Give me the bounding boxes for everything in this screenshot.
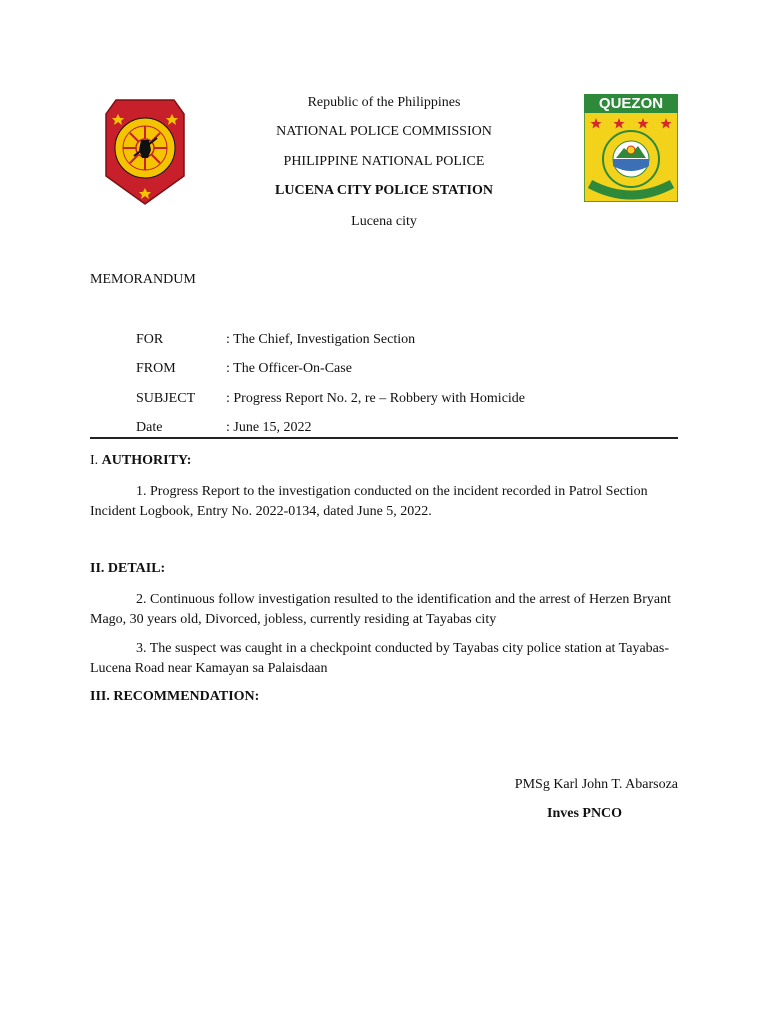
field-from-label: FROM <box>136 361 176 376</box>
field-date-label: Date <box>136 420 163 435</box>
signatory-title: Inves PNCO <box>547 806 623 821</box>
detail-paragraph-3-text: 3. The suspect was caught in a checkpoint conducted by Tayabas city police station at Tayabas-Lucena Road near Kamayan sa Palaisdaan <box>90 641 669 676</box>
header-city: Lucena city <box>351 214 417 229</box>
signatory-name: PMSg Karl John T. Abarsoza <box>514 777 678 792</box>
detail-paragraph-3 <box>90 639 680 679</box>
pnp-seal-logo <box>104 94 186 206</box>
section-authority-title: AUTHORITY: <box>101 453 192 468</box>
section-detail-heading: II. DETAIL: <box>90 561 166 576</box>
field-for-label: FOR <box>136 332 164 347</box>
quezon-ppo-logo <box>584 94 678 202</box>
header-pnp: PHILIPPINE NATIONAL POLICE <box>283 154 485 169</box>
section-recommendation-heading: III. RECOMMENDATION: <box>90 689 260 704</box>
pnp-seal-icon <box>104 94 186 206</box>
detail-paragraph-2-text: 2. Continuous follow investigation resulted to the identification and the arrest of Herzen Bryant Mago, 30 years old, Divorced, jobless, currently residing at Tayabas city <box>90 592 671 627</box>
field-date-value: : June 15, 2022 <box>226 420 312 435</box>
header-station: LUCENA CITY POLICE STATION <box>275 183 493 198</box>
section-authority-numeral: I. <box>90 453 102 468</box>
detail-paragraph-2 <box>90 590 680 630</box>
authority-paragraph-text: 1. Progress Report to the investigation conducted on the incident recorded in Patrol Section Incident Logbook, Entry No. 2022-0134, dated June 5, 2022. <box>90 484 648 519</box>
field-from-value: : The Officer-On-Case <box>226 361 352 376</box>
authority-paragraph <box>90 482 680 522</box>
memo-title: MEMORANDUM <box>90 272 196 287</box>
field-subject-value: : Progress Report No. 2, re – Robbery with Homicide <box>226 391 526 406</box>
section-authority-heading <box>90 453 191 469</box>
quezon-badge-title: QUEZON <box>598 95 664 112</box>
header-divider <box>90 437 678 439</box>
field-subject-label: SUBJECT <box>136 391 196 406</box>
header-republic: Republic of the Philippines <box>307 95 461 110</box>
header-napolcom: NATIONAL POLICE COMMISSION <box>276 124 492 139</box>
field-for-value: : The Chief, Investigation Section <box>226 332 416 347</box>
